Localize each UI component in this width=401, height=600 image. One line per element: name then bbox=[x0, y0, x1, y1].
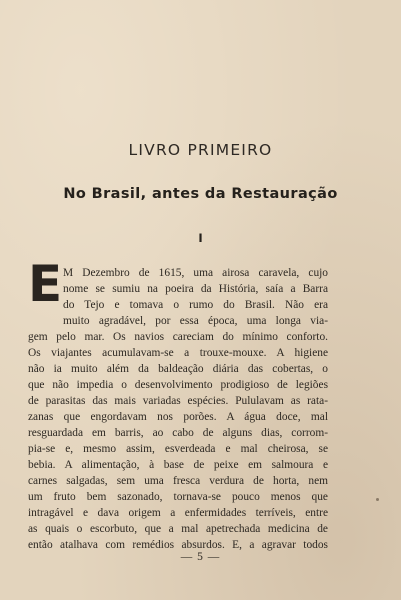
page-number: — 5 — bbox=[180, 551, 221, 563]
body-line: resguardada em barris, ao cabo de alguns dias, corrom- bbox=[28, 427, 328, 439]
chapter-title: No Brasil, antes da Restauração bbox=[63, 186, 338, 202]
body-line: zanas que engordavam nos porões. A água doce, mal bbox=[28, 411, 328, 423]
body-line: um fruto bem sazonado, tornava-se pouco menos que bbox=[28, 491, 328, 503]
body-line: que não impedia o desenvolvimento prodigioso de legiões bbox=[28, 379, 328, 391]
body-line: de parasitas das mais variadas espécies. Pululavam as rata- bbox=[28, 395, 328, 407]
section-number: I bbox=[198, 231, 203, 245]
body-line: bebia. A alimentação, à base de peixe em salmoura e bbox=[28, 459, 328, 471]
paper-speck bbox=[376, 498, 379, 501]
body-line: intragável e dava origem a enfermidades terríveis, entre bbox=[28, 507, 328, 519]
drop-cap: E bbox=[28, 255, 63, 313]
body-line: não ia muito além da baldeação diária das cobertas, o bbox=[28, 363, 328, 375]
body-line: carnes salgadas, sem uma fresca verdura de horta, nem bbox=[28, 475, 328, 487]
body-line: nome se sumiu na poeira da História, saía a Barra bbox=[63, 283, 328, 295]
body-line: muito agradável, por essa época, uma longa via- bbox=[63, 315, 328, 327]
body-line: Os viajantes acumulavam-se a trouxe-mouxe. A higiene bbox=[28, 347, 328, 359]
body-line: do Tejo e tomava o rumo do Brasil. Não era bbox=[63, 299, 328, 311]
body-line: pia-se e, mesmo assim, esverdeada e mal cheirosa, se bbox=[28, 443, 328, 455]
book-part-heading: LIVRO PRIMEIRO bbox=[128, 141, 273, 159]
body-line: então atalhava com remédios absurdos. E, a agravar todos bbox=[28, 539, 328, 551]
body-line: gem pelo mar. Os navios careciam do mínimo conforto. bbox=[28, 331, 328, 343]
body-line: M Dezembro de 1615, uma airosa caravela, cujo bbox=[63, 267, 328, 279]
body-line: as quais o escorbuto, que a mal apetrechada medicina de bbox=[28, 523, 328, 535]
